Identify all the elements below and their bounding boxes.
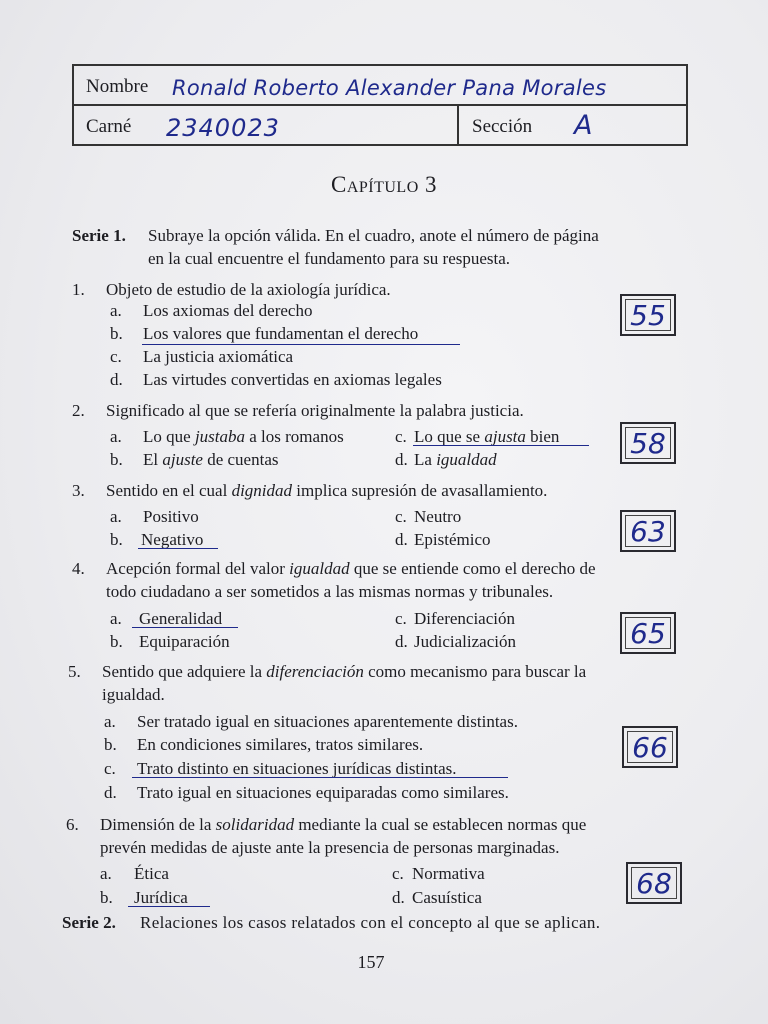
page-answer-box[interactable] [626, 862, 682, 904]
answer-underline [413, 445, 589, 446]
option-letter: d. [395, 530, 408, 549]
option-text[interactable]: Equiparación [139, 632, 230, 651]
option-letter: c. [395, 609, 407, 628]
question-number: 5. [68, 662, 81, 681]
option-text[interactable]: Casuística [412, 888, 482, 907]
seccion-value[interactable]: A [574, 110, 593, 141]
option-letter: c. [395, 507, 407, 526]
option-letter: d. [104, 783, 117, 802]
option-letter: a. [100, 864, 112, 883]
option-text[interactable]: Diferenciación [414, 609, 515, 628]
nombre-label: Nombre [86, 76, 149, 97]
page-answer: 66 [632, 730, 668, 764]
question-number: 2. [72, 401, 85, 420]
option-letter: d. [395, 632, 408, 651]
option-text[interactable]: Judicialización [414, 632, 516, 651]
option-letter: a. [110, 427, 122, 446]
serie2-text: Relaciones los casos relatados con el concepto al que se aplican. [140, 913, 601, 932]
page-answer: 68 [636, 866, 672, 900]
page-answer-box[interactable] [620, 612, 676, 654]
option-text[interactable]: Jurídica [134, 888, 188, 907]
serie1-instruction-line1: Subraye la opción válida. En el cuadro, anote el número de página [148, 226, 599, 245]
option-text[interactable]: La igualdad [414, 450, 497, 469]
option-letter: a. [110, 609, 122, 628]
option-text[interactable]: Trato igual en situaciones equiparadas como similares. [137, 783, 509, 802]
option-text[interactable]: La justicia axiomática [143, 347, 294, 366]
option-text[interactable]: En condiciones similares, tratos similares. [137, 735, 424, 754]
option-text[interactable]: Generalidad [139, 609, 223, 628]
option-letter: a. [110, 301, 122, 320]
page-number: 157 [357, 952, 385, 972]
seccion-label: Sección [472, 116, 533, 137]
option-letter: b. [110, 324, 123, 343]
option-letter: b. [110, 530, 123, 549]
page-answer-box[interactable] [620, 422, 676, 464]
option-text[interactable]: Neutro [414, 507, 462, 526]
option-letter: c. [110, 347, 122, 366]
chapter-title: Capítulo 3 [330, 172, 438, 197]
question-number: 1. [72, 280, 85, 299]
option-text[interactable]: Ética [134, 864, 169, 883]
serie1-instruction-line2: en la cual encuentre el fundamento para su respuesta. [148, 249, 511, 268]
option-text[interactable]: Ser tratado igual en situaciones aparentemente distintas. [137, 712, 518, 731]
option-letter: a. [104, 712, 116, 731]
answer-underline [142, 344, 460, 345]
question-text-line2: igualdad. [102, 685, 165, 704]
carne-value[interactable]: 2340023 [166, 114, 280, 142]
option-text[interactable]: Lo que se ajusta bien [414, 427, 560, 446]
option-letter: b. [110, 632, 123, 651]
option-letter: c. [395, 427, 407, 446]
answer-underline [132, 627, 238, 628]
question-number: 3. [72, 481, 85, 500]
table-row-divider [72, 104, 688, 106]
option-text[interactable]: Lo que justaba a los romanos [143, 427, 344, 446]
option-text[interactable]: Trato distinto en situaciones jurídicas distintas. [137, 759, 457, 778]
question-text: Acepción formal del valor igualdad que se entiende como el derecho de [106, 559, 596, 578]
page-answer: 58 [630, 426, 666, 460]
option-text[interactable]: Las virtudes convertidas en axiomas legales [143, 370, 442, 389]
option-text[interactable]: Los valores que fundamentan el derecho [143, 324, 419, 343]
option-letter: d. [110, 370, 123, 389]
page-answer-box[interactable] [620, 294, 676, 336]
option-letter: c. [104, 759, 116, 778]
option-text[interactable]: Epistémico [414, 530, 491, 549]
option-letter: b. [100, 888, 113, 907]
answer-underline [132, 777, 508, 778]
serie1-label: Serie 1. [72, 226, 126, 245]
option-letter: d. [395, 450, 408, 469]
table-col-divider [457, 104, 459, 146]
question-number: 6. [66, 815, 79, 834]
page-answer: 63 [630, 514, 666, 548]
page-answer-box[interactable] [622, 726, 678, 768]
page-answer-box[interactable] [620, 510, 676, 552]
answer-underline [128, 906, 210, 907]
question-text: Significado al que se refería originalmente la palabra justicia. [106, 401, 524, 420]
question-number: 4. [72, 559, 85, 578]
nombre-value[interactable]: Ronald Roberto Alexander Pana Morales [172, 76, 607, 100]
question-text: Dimensión de la solidaridad mediante la cual se establecen normas que [100, 815, 587, 834]
carne-label: Carné [86, 116, 132, 137]
option-letter: d. [392, 888, 405, 907]
answer-underline [138, 548, 218, 549]
option-letter: b. [104, 735, 117, 754]
option-letter: a. [110, 507, 122, 526]
option-letter: c. [392, 864, 404, 883]
option-letter: b. [110, 450, 123, 469]
page-answer: 55 [630, 298, 666, 332]
question-text: Objeto de estudio de la axiología jurídica. [106, 280, 391, 299]
question-text-line2: todo ciudadano a ser sometidos a las mismas normas y tribunales. [106, 582, 554, 601]
option-text[interactable]: El ajuste de cuentas [143, 450, 279, 469]
serie2-label: Serie 2. [62, 913, 116, 932]
question-text-line2: prevén medidas de ajuste ante la presencia de personas marginadas. [100, 838, 560, 857]
question-text: Sentido que adquiere la diferenciación como mecanismo para buscar la [102, 662, 587, 681]
option-text[interactable]: Los axiomas del derecho [143, 301, 313, 320]
option-text[interactable]: Normativa [412, 864, 485, 883]
option-text[interactable]: Negativo [141, 530, 204, 549]
question-text: Sentido en el cual dignidad implica supresión de avasallamiento. [106, 481, 548, 500]
page-answer: 65 [630, 616, 666, 650]
option-text[interactable]: Positivo [143, 507, 199, 526]
